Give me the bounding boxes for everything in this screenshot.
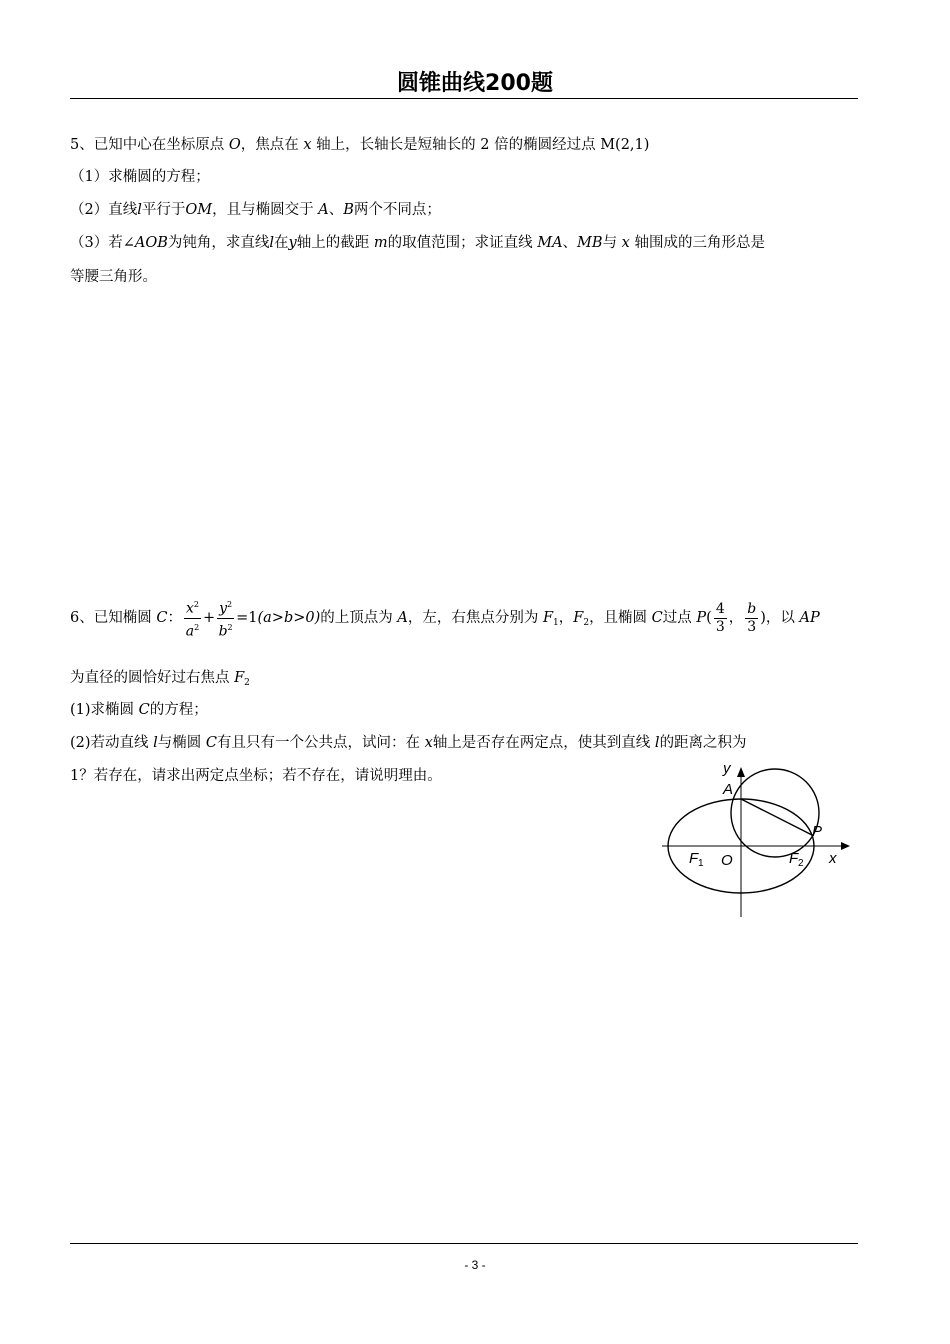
text-fragment: 的上顶点为 bbox=[320, 610, 398, 627]
math-var: x bbox=[621, 235, 630, 251]
math-var: F bbox=[542, 610, 554, 627]
text-fragment: ，左，右焦点分别为 bbox=[407, 610, 543, 627]
paren: ) bbox=[760, 610, 766, 627]
problem5-part3-cont: 等腰三角形。 bbox=[70, 269, 157, 285]
subscript: 2 bbox=[244, 678, 250, 688]
text-fragment: 的取值范围；求证直线 bbox=[387, 235, 538, 251]
text-fragment: ，焦点在 bbox=[240, 137, 304, 153]
text-fragment: 的方程； bbox=[149, 702, 208, 718]
exponent: 2 bbox=[227, 600, 233, 609]
text-fragment: 轴上是否存在两定点，使其到直线 bbox=[432, 735, 655, 751]
paren: ( bbox=[706, 610, 712, 627]
frac-num: b bbox=[747, 600, 757, 617]
text-fragment: ， bbox=[728, 610, 744, 627]
problem5-stem bbox=[70, 135, 649, 155]
math-var: l bbox=[153, 735, 158, 751]
problem6-stem bbox=[70, 596, 820, 644]
math-var: B bbox=[343, 202, 354, 218]
text-fragment: (1)求椭圆 bbox=[70, 702, 139, 718]
label-f2-sub: 2 bbox=[798, 858, 804, 869]
math-var: ∠AOB bbox=[122, 235, 168, 251]
text-fragment: （2）直线 bbox=[70, 202, 138, 218]
text-fragment: 、 bbox=[328, 202, 344, 218]
math-var: l bbox=[654, 735, 660, 751]
text-fragment: ，以 bbox=[765, 610, 800, 627]
footer-rule bbox=[70, 1243, 858, 1244]
text-fragment: 过点 bbox=[662, 610, 697, 627]
plus-sign: + bbox=[202, 610, 216, 627]
text-fragment: 轴上的截距 bbox=[296, 235, 374, 251]
page-number: - 3 - bbox=[464, 1258, 486, 1272]
text-fragment: 轴围成的三角形总是 bbox=[629, 235, 765, 251]
text-fragment: 6、已知椭圆 bbox=[70, 610, 157, 627]
math-var: A bbox=[318, 202, 329, 218]
label-f1: F bbox=[689, 850, 699, 867]
label-o: O bbox=[721, 852, 733, 869]
frac-num: y bbox=[219, 600, 228, 617]
math-var: m bbox=[373, 235, 388, 251]
text-fragment: ，且与椭圆交于 bbox=[212, 202, 319, 218]
label-f1-sub: 1 bbox=[698, 858, 704, 869]
math-var: F bbox=[573, 610, 584, 627]
math-var: F bbox=[234, 670, 245, 686]
problem6-part2-cont: 1？若存在，请求出两定点坐标；若不存在，请说明理由。 bbox=[70, 768, 442, 784]
fraction-x2-a2 bbox=[184, 596, 201, 640]
equals-one: =1 bbox=[236, 610, 258, 627]
math-var: x bbox=[424, 735, 433, 751]
frac-den: a bbox=[185, 623, 195, 640]
text-fragment: ，且椭圆 bbox=[589, 610, 652, 627]
math-var: OM bbox=[185, 202, 213, 218]
math-var: P bbox=[696, 610, 707, 627]
subscript: 2 bbox=[583, 618, 590, 629]
math-var: l bbox=[269, 235, 275, 251]
label-y: y bbox=[723, 760, 731, 777]
fraction-b-3 bbox=[745, 601, 758, 636]
problem6-part1 bbox=[70, 700, 208, 720]
x-axis-arrow-icon bbox=[841, 842, 850, 850]
exponent: 2 bbox=[227, 622, 233, 632]
math-var: C bbox=[205, 735, 218, 751]
math-var: y bbox=[288, 235, 297, 251]
exponent: 2 bbox=[193, 600, 199, 609]
header-rule bbox=[70, 98, 858, 99]
text-fragment: 在 bbox=[274, 235, 289, 251]
math-var: C bbox=[138, 702, 150, 718]
label-a: A bbox=[723, 781, 734, 798]
text-fragment: ， bbox=[558, 610, 574, 627]
text-fragment: 的距离之积为 bbox=[659, 735, 747, 751]
frac-den: 3 bbox=[715, 618, 725, 635]
math-var: AP bbox=[799, 610, 820, 627]
text-fragment: 两个不同点； bbox=[353, 202, 441, 218]
math-var: MA bbox=[537, 235, 563, 251]
frac-num: x bbox=[185, 600, 194, 617]
label-x: x bbox=[829, 850, 837, 867]
exponent: 2 bbox=[194, 622, 200, 632]
problem6-stem-cont bbox=[70, 668, 250, 693]
problem5-part1: （1）求椭圆的方程； bbox=[70, 169, 210, 185]
math-var: x bbox=[303, 137, 312, 153]
text-fragment: 轴上，长轴长是短轴长的 2 倍的椭圆经过点 M(2,1) bbox=[311, 137, 650, 153]
text-fragment: 与 bbox=[602, 235, 622, 251]
math-var: A bbox=[397, 610, 408, 627]
y-axis-arrow-icon bbox=[737, 767, 745, 777]
text-fragment: (2)若动直线 bbox=[70, 735, 154, 751]
text-fragment: 、 bbox=[562, 235, 578, 251]
text-fragment: 有且只有一个公共点，试问：在 bbox=[217, 735, 425, 751]
math-var: C bbox=[651, 610, 663, 627]
problem6-part2 bbox=[70, 733, 747, 753]
text-fragment: 为直径的圆恰好过右焦点 bbox=[70, 670, 235, 686]
math-var: l bbox=[137, 202, 142, 218]
fraction-y2-b2 bbox=[217, 596, 234, 640]
text-fragment: 5、已知中心在坐标原点 bbox=[70, 137, 229, 153]
subscript: 1 bbox=[553, 618, 559, 629]
text-fragment: ： bbox=[167, 610, 182, 627]
text-fragment: 平行于 bbox=[141, 202, 186, 218]
page-title: 圆锥曲线200题 bbox=[397, 71, 553, 96]
text-fragment: （3）若 bbox=[70, 235, 123, 251]
math-var: O bbox=[228, 137, 241, 153]
label-f2: F bbox=[789, 850, 799, 867]
text-fragment: 与椭圆 bbox=[157, 735, 206, 751]
text-fragment: 为钝角，求直线 bbox=[167, 235, 270, 251]
problem5-part3 bbox=[70, 233, 765, 253]
math-var: C bbox=[156, 610, 168, 627]
label-p: P bbox=[812, 823, 823, 840]
frac-den: b bbox=[218, 623, 228, 640]
frac-num: 4 bbox=[715, 600, 725, 617]
problem5-part2 bbox=[70, 200, 441, 220]
fraction-4-3 bbox=[714, 601, 727, 636]
ellipse-figure bbox=[655, 755, 870, 925]
condition: (a>b>0) bbox=[257, 610, 321, 627]
math-var: MB bbox=[577, 235, 603, 251]
frac-den: 3 bbox=[747, 618, 757, 635]
circle-ap bbox=[731, 769, 819, 857]
